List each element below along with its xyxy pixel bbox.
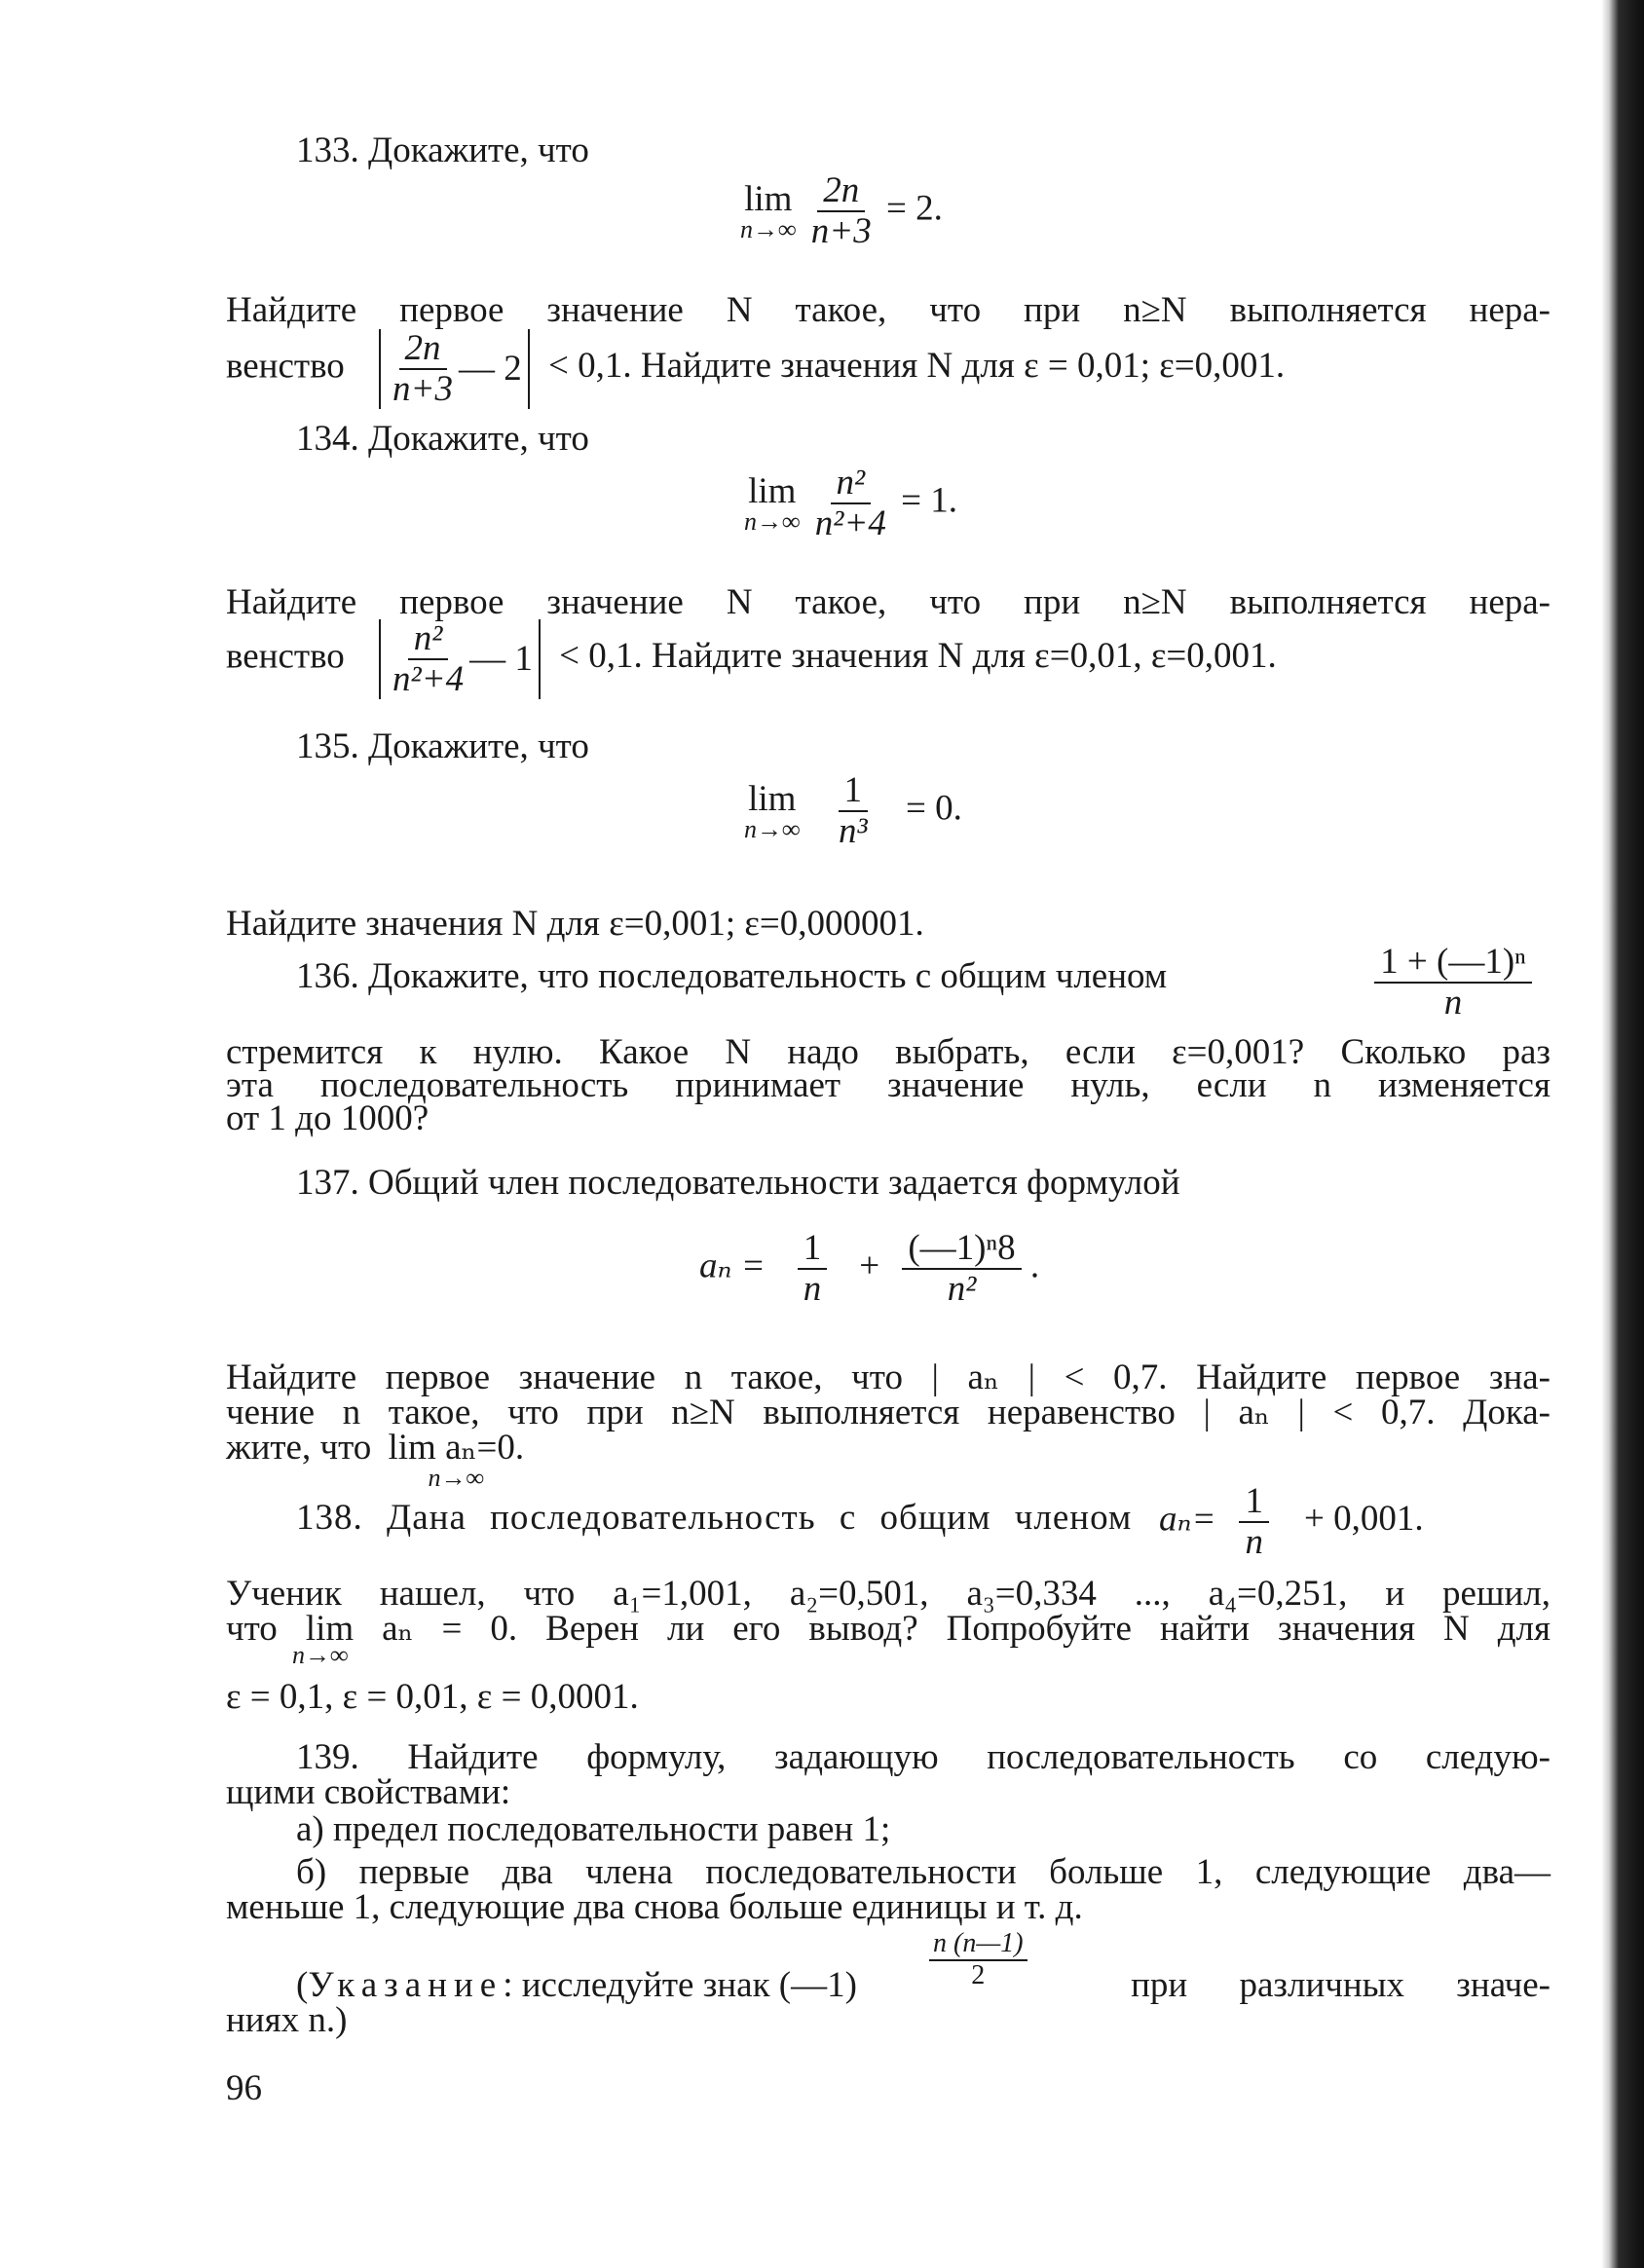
lim-word: lim — [744, 179, 793, 219]
problem-136-line3: эта последовательность принимает значение нуль, если n изменяется — [226, 1065, 1551, 1105]
fraction-numerator: n² — [831, 464, 872, 504]
plus-sign: + — [859, 1246, 880, 1286]
equation-rhs: = 0. — [906, 788, 962, 829]
problem-138-line3: что lim aₙ = 0. Верен ли его вывод? Попробуйте найти значения N для — [226, 1609, 1551, 1649]
problem-139-hint-end: ниях n.) — [226, 2000, 348, 2040]
problem-136-line4: от 1 до 1000? — [226, 1098, 430, 1138]
fraction-numerator: 1 + (—1)ⁿ — [1374, 943, 1532, 984]
problem-139-item-b-line2: меньше 1, следующие два снова больше единицы и т. д. — [226, 1887, 1083, 1927]
equation-rhs: = 2. — [886, 188, 943, 229]
fraction-numerator: n (n—1) — [929, 1928, 1028, 1961]
text-fragment: — 1 — [469, 639, 533, 679]
fraction-denominator: n³ — [839, 811, 868, 851]
fraction-numerator: n² — [408, 619, 449, 660]
text-fragment: + 0,001. — [1303, 1499, 1424, 1540]
lim-subscript: n→∞ — [428, 1464, 485, 1492]
fraction-numerator: 1 — [1239, 1482, 1269, 1523]
formula-lhs: aₙ = — [699, 1246, 766, 1286]
text-fragment: : исследуйте знак (—1) — [503, 1965, 857, 2005]
lim-word: lim aₙ=0. — [388, 1428, 525, 1468]
problem-139-item-b-line1: б) первые два члена последовательности больше 1, следующие два— — [296, 1852, 1551, 1892]
lim-subscript: n→∞ — [292, 1641, 349, 1669]
page-number: 96 — [226, 2068, 262, 2108]
fraction-denominator: n — [803, 1269, 822, 1309]
problem-135-heading: 135. Докажите, что — [296, 726, 589, 766]
book-page — [226, 0, 1551, 2268]
lim-expression — [389, 1430, 525, 1490]
fraction — [809, 771, 897, 851]
text-fragment: < 0,1. Найдите значения N для ε=0,01, ε=0,001. — [559, 636, 1277, 677]
problem-135-text: Найдите значения N для ε=0,001; ε=0,000001. — [226, 904, 924, 944]
lim-operator — [744, 781, 801, 841]
problem-139-line2: щими свойствами: — [226, 1772, 511, 1812]
problem-134-heading: 134. Докажите, что — [296, 419, 589, 459]
equation-rhs: = 1. — [901, 480, 957, 521]
problem-134-text-line2 — [226, 619, 1551, 699]
problem-133-text-line2 — [226, 329, 1551, 409]
lim-subscript: n→∞ — [744, 815, 801, 843]
lim-word: lim — [748, 471, 797, 511]
book-spine-shadow — [1601, 0, 1644, 2268]
lim-operator — [740, 181, 797, 242]
fraction-numerator: (—1)ⁿ8 — [902, 1229, 1021, 1270]
fraction-denominator: n — [1443, 983, 1463, 1022]
fraction-numerator: 1 — [839, 771, 869, 812]
problem-139-item-a: а) предел последовательности равен 1; — [296, 1809, 891, 1849]
problem-137-line3 — [226, 1430, 524, 1490]
fraction — [1225, 1482, 1284, 1562]
fraction-denominator: n+3 — [810, 211, 872, 251]
problem-137-line1: Найдите первое значение n такое, что | aₙ | < 0,7. Найдите первое зна- — [226, 1357, 1551, 1397]
problem-137-formula — [699, 1229, 1039, 1309]
text-fragment: . — [1029, 1246, 1040, 1286]
text-fragment: < 0,1. Найдите значения N для ε = 0,01; ε=0,001. — [548, 346, 1286, 387]
text-fragment: жите, что — [226, 1428, 372, 1468]
text-fragment: 138. Дана последовательность с общим членом — [296, 1498, 1133, 1538]
text-fragment: 136. Докажите, что последовательность с общим членом — [296, 956, 1168, 996]
problem-135-limit — [744, 771, 962, 851]
fraction-denominator: n² — [947, 1269, 977, 1309]
problem-133-heading: 133. Докажите, что — [296, 130, 589, 170]
fraction — [387, 619, 469, 699]
text-fragment: ( — [296, 1965, 309, 2005]
hint-text — [296, 1967, 857, 2004]
fraction-numerator: 1 — [798, 1229, 828, 1270]
problem-134-limit — [744, 464, 957, 543]
text-fragment: венство — [226, 636, 345, 677]
lim-operator — [744, 473, 801, 534]
lim-subscript: n→∞ — [744, 507, 801, 536]
problem-133-text-line1: Найдите первое значение N такое, что при n≥N выполняется нера- — [226, 290, 1551, 330]
fraction — [809, 464, 892, 543]
fraction — [788, 1229, 837, 1309]
fraction-denominator: 2 — [971, 1960, 986, 1990]
absolute-value-expression — [379, 619, 541, 699]
problem-139-line1: 139. Найдите формулу, задающую последовательность со следую- — [296, 1737, 1551, 1777]
problem-138-line4: ε = 0,1, ε = 0,01, ε = 0,0001. — [226, 1677, 639, 1717]
formula-lhs: aₙ= — [1159, 1499, 1216, 1540]
fraction-numerator: 2n — [817, 171, 865, 212]
fraction-numerator: 2n — [399, 329, 447, 370]
text-fragment: венство — [226, 346, 345, 387]
problem-138-line2: Ученик нашел, что a₁=1,001, a₂=0,501, a₃=0,334 ..., a₄=0,251, и решил, — [226, 1574, 1551, 1614]
hint-label: Указание — [308, 1965, 504, 2005]
absolute-value-expression — [379, 329, 530, 409]
lim-word: lim — [748, 779, 797, 819]
fraction — [805, 171, 878, 251]
text-fragment: при различных значе- — [1131, 1965, 1551, 2005]
problem-133-limit — [740, 171, 943, 251]
problem-137-heading: 137. Общий член последовательности задается формулой — [296, 1163, 1180, 1203]
fraction-denominator: n+3 — [392, 369, 454, 409]
exponent-fraction — [929, 1928, 1028, 1990]
fraction — [387, 329, 459, 409]
fraction-denominator: n²+4 — [392, 659, 465, 699]
general-term-expression — [1159, 1482, 1424, 1562]
fraction — [902, 1229, 1021, 1309]
lim-subscript: n→∞ — [740, 215, 797, 243]
text-fragment: — 2 — [459, 349, 522, 389]
fraction-denominator: n²+4 — [814, 503, 886, 543]
fraction-denominator: n — [1245, 1522, 1263, 1562]
problem-134-text-line1: Найдите первое значение N такое, что при n≥N выполняется нера- — [226, 582, 1551, 622]
fraction — [1356, 943, 1551, 1022]
problem-137-line2: чение n такое, что при n≥N выполняется неравенство | aₙ | < 0,7. Дока- — [226, 1393, 1551, 1432]
problem-136-line2: стремится к нулю. Какое N надо выбрать, если ε=0,001? Сколько раз — [226, 1032, 1551, 1072]
